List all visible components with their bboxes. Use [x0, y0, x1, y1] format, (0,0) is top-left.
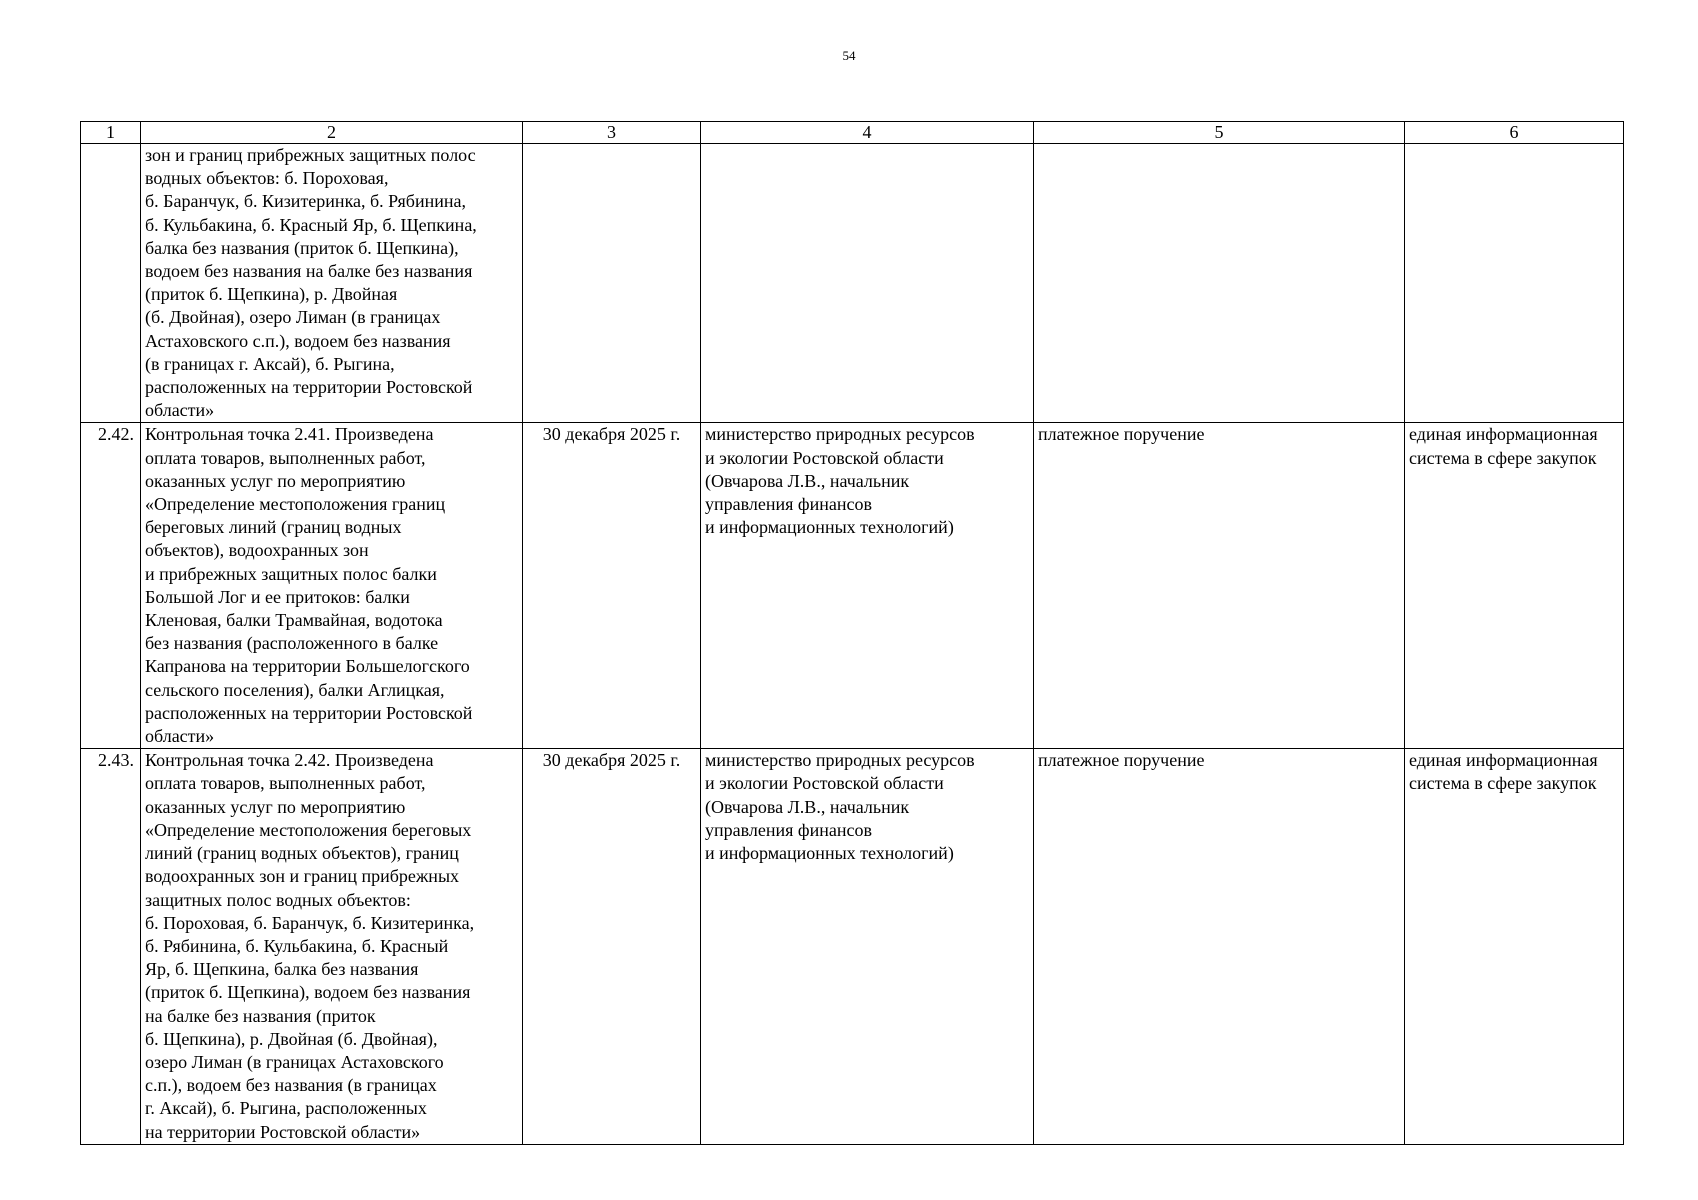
table-row	[81, 749, 1624, 1144]
information-system-cell: единая информационная система в сфере закупок	[1405, 749, 1624, 1144]
column-header-1: 1	[81, 122, 141, 144]
document-cell	[1034, 144, 1405, 423]
column-header-4: 4	[701, 122, 1034, 144]
table-row	[81, 144, 1624, 423]
row-number-cell: 2.43.	[81, 749, 141, 1144]
column-header-5: 5	[1034, 122, 1405, 144]
description-cell: зон и границ прибрежных защитных полос водных объектов: б. Пороховая, б. Баранчук, б. Кизитеринка, б. Рябинина, б. Кульбакина, б. Красный Яр, б. Щепкина, балка без названия (приток б. Щепкина), водоем без названия на балке без названия (приток б. Щепкина), р. Двойная (б. Двойная), озеро Лиман (в границах Астаховского с.п.), водоем без названия (в границах г. Аксай), б. Рыгина, расположенных на территории Ростовской области»	[141, 144, 523, 423]
description-cell: Контрольная точка 2.41. Произведена оплата товаров, выполненных работ, оказанных услуг по мероприятию «Определение местоположения границ береговых линий (границ водных объектов), водоохранных зон и прибрежных защитных полос балки Большой Лог и ее притоков: балки Кленовая, балки Трамвайная, водотока без названия (расположенного в балке Капранова на территории Большелогского сельского поселения), балки Аглицкая, расположенных на территории Ростовской области»	[141, 423, 523, 749]
responsible-cell: министерство природных ресурсов и экологии Ростовской области (Овчарова Л.В., начальник управления финансов и информационных технологий)	[701, 423, 1034, 749]
date-cell	[523, 144, 701, 423]
responsible-cell	[701, 144, 1034, 423]
description-cell: Контрольная точка 2.42. Произведена оплата товаров, выполненных работ, оказанных услуг по мероприятию «Определение местоположения береговых линий (границ водных объектов), границ водоохранных зон и границ прибрежных защитных полос водных объектов: б. Пороховая, б. Баранчук, б. Кизитеринка, б. Рябинина, б. Кульбакина, б. Красный Яр, б. Щепкина, балка без названия (приток б. Щепкина), водоем без названия на балке без названия (приток б. Щепкина), р. Двойная (б. Двойная), озеро Лиман (в границах Астаховского с.п.), водоем без названия (в границах г. Аксай), б. Рыгина, расположенных на территории Ростовской области»	[141, 749, 523, 1144]
column-header-6: 6	[1405, 122, 1624, 144]
responsible-cell: министерство природных ресурсов и экологии Ростовской области (Овчарова Л.В., начальник управления финансов и информационных технологий)	[701, 749, 1034, 1144]
column-header-2: 2	[141, 122, 523, 144]
row-number-cell	[81, 144, 141, 423]
row-number-cell: 2.42.	[81, 423, 141, 749]
information-system-cell: единая информационная система в сфере закупок	[1405, 423, 1624, 749]
page-number: 54	[842, 48, 856, 63]
table-row	[81, 423, 1624, 749]
document-cell: платежное поручение	[1034, 749, 1405, 1144]
date-cell: 30 декабря 2025 г.	[523, 423, 701, 749]
control-points-table	[80, 121, 1624, 1145]
column-header-3: 3	[523, 122, 701, 144]
table-header-row	[81, 122, 1624, 144]
information-system-cell	[1405, 144, 1624, 423]
document-cell: платежное поручение	[1034, 423, 1405, 749]
date-cell: 30 декабря 2025 г.	[523, 749, 701, 1144]
